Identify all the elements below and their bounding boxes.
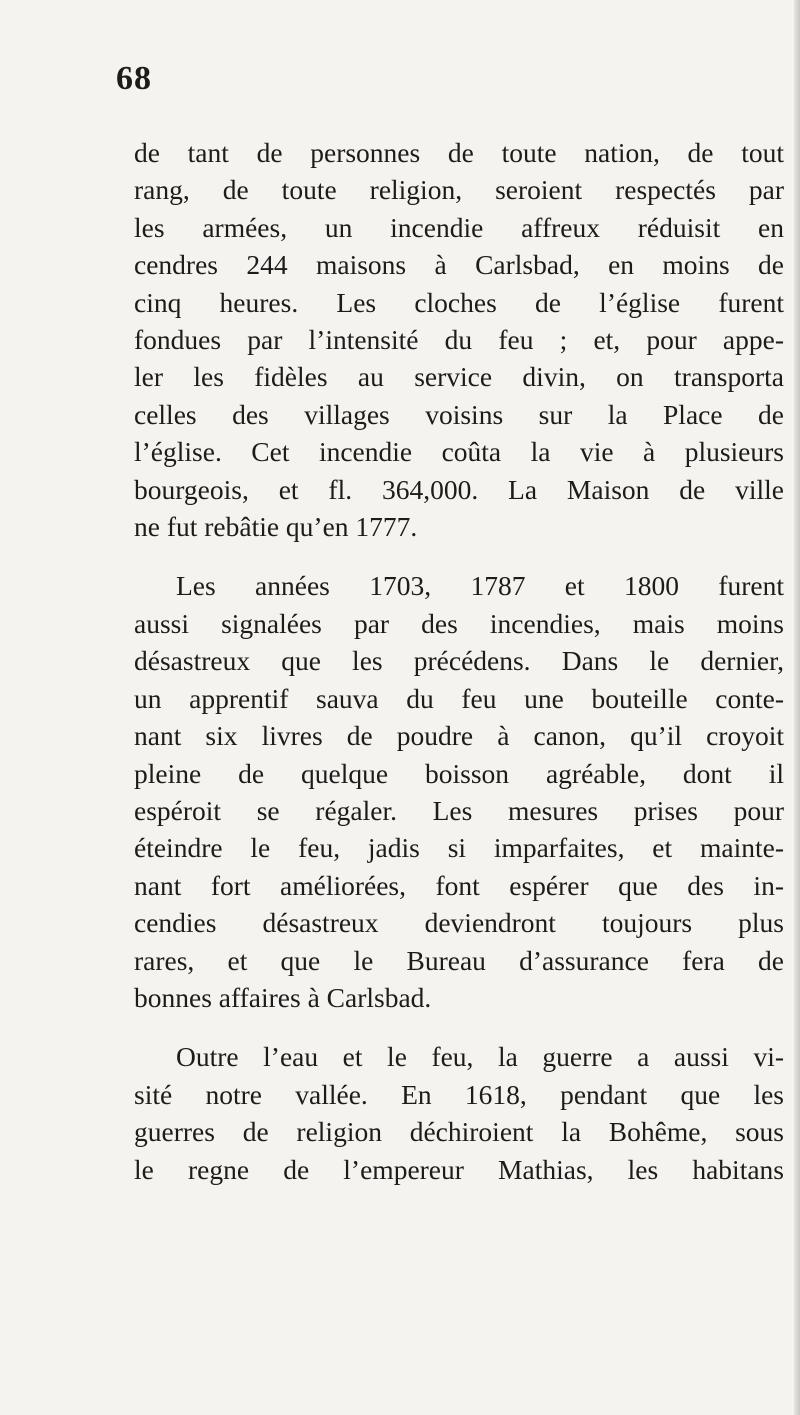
text-line: l’église. Cet incendie coûta la vie à plusieurs bbox=[134, 436, 784, 468]
text-line: nant six livres de poudre à canon, qu’il croyoit bbox=[134, 720, 784, 752]
text-line: rang, de toute religion, seroient respectés par bbox=[134, 174, 784, 206]
text-line: bonnes affaires à Carlsbad. bbox=[134, 981, 432, 1013]
text-line: éteindre le feu, jadis si imparfaites, et mainte- bbox=[134, 832, 784, 864]
text-line: ler les fidèles au service divin, on transporta bbox=[134, 361, 784, 393]
text-line: de tant de personnes de toute nation, de tout bbox=[134, 137, 784, 168]
paragraph-gap bbox=[134, 545, 784, 567]
text-line: celles des villages voisins sur la Place de bbox=[134, 398, 784, 430]
text-line: fondues par l’intensité du feu ; et, pour appe- bbox=[134, 324, 784, 356]
text-line: cendres 244 maisons à Carlsbad, en moins de bbox=[134, 249, 784, 281]
text-line: guerres de religion déchiroient la Bohême, sous bbox=[134, 1116, 784, 1148]
text-line: ne fut rebâtie qu’en 1777. bbox=[134, 511, 418, 543]
text-line: aussi signalées par des incendies, mais moins bbox=[134, 607, 784, 639]
text-line: nant fort améliorées, font espérer que des in- bbox=[134, 869, 784, 901]
text-line: sité notre vallée. En 1618, pendant que les bbox=[134, 1078, 784, 1110]
text-line: cendies désastreux deviendront toujours plus bbox=[134, 907, 784, 939]
text-line: pleine de quelque boisson agréable, dont il bbox=[134, 757, 784, 789]
page-edge bbox=[794, 0, 800, 1415]
text-line: les armées, un incendie affreux réduisit en bbox=[134, 211, 784, 243]
text-line: Les années 1703, 1787 et 1800 furent bbox=[176, 570, 784, 602]
text-line: bourgeois, et fl. 364,000. La Maison de ville bbox=[134, 473, 784, 505]
text-line: Outre l’eau et le feu, la guerre a aussi vi- bbox=[176, 1041, 784, 1073]
text-line: rares, et que le Bureau d’assurance fera de bbox=[134, 944, 784, 976]
text-line: cinq heures. Les cloches de l’église furent bbox=[134, 286, 784, 318]
paragraph-1 bbox=[134, 134, 784, 545]
text-line: désastreux que les précédens. Dans le dernier, bbox=[134, 645, 784, 677]
text-block bbox=[134, 134, 784, 1188]
text-line: le regne de l’empereur Mathias, les habitans bbox=[134, 1153, 784, 1185]
text-line: espéroit se régaler. Les mesures prises pour bbox=[134, 794, 784, 826]
text-line: un apprentif sauva du feu une bouteille conte- bbox=[134, 682, 784, 714]
page-number: 68 bbox=[116, 60, 152, 97]
paragraph-gap bbox=[134, 1016, 784, 1038]
paragraph-2 bbox=[134, 567, 784, 1016]
paragraph-3 bbox=[134, 1038, 784, 1188]
